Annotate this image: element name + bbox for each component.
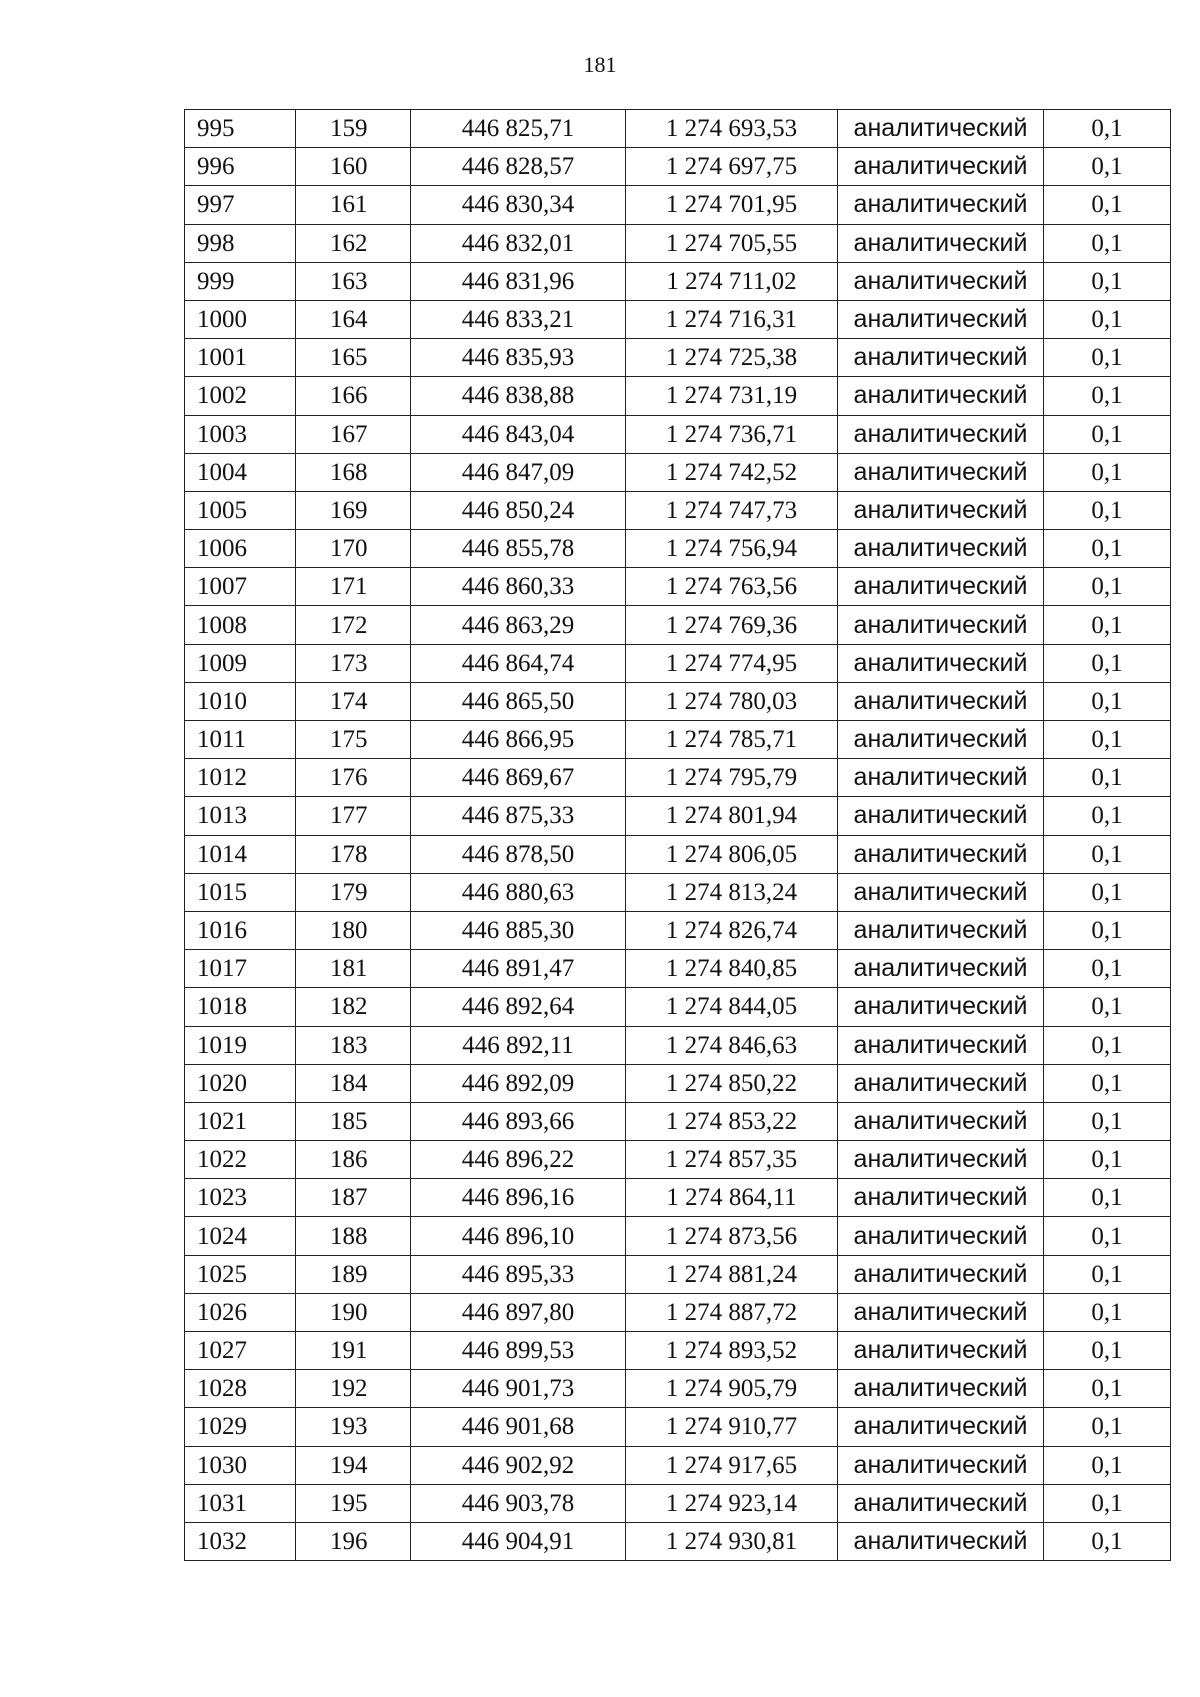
y-coordinate-cell: 1 274 774,95 xyxy=(626,644,838,682)
row-index-cell: 1027 xyxy=(185,1332,296,1370)
point-number-cell: 187 xyxy=(296,1179,411,1217)
point-number-cell: 168 xyxy=(296,453,411,491)
y-coordinate-cell: 1 274 905,79 xyxy=(626,1370,838,1408)
page-number: 181 xyxy=(583,52,617,77)
row-index-cell: 1024 xyxy=(185,1217,296,1255)
accuracy-cell: 0,1 xyxy=(1044,110,1171,148)
row-index-cell: 1018 xyxy=(185,988,296,1026)
accuracy-cell: 0,1 xyxy=(1044,148,1171,186)
method-cell: аналитический xyxy=(838,415,1044,453)
point-number-cell: 161 xyxy=(296,186,411,224)
table-row xyxy=(185,300,1171,338)
row-index-cell: 1022 xyxy=(185,1141,296,1179)
point-number-cell: 188 xyxy=(296,1217,411,1255)
x-coordinate-cell: 446 891,47 xyxy=(411,950,626,988)
table-row xyxy=(185,1293,1171,1331)
point-number-cell: 186 xyxy=(296,1141,411,1179)
table-row xyxy=(185,721,1171,759)
point-number-cell: 184 xyxy=(296,1064,411,1102)
y-coordinate-cell: 1 274 846,63 xyxy=(626,1026,838,1064)
method-cell: аналитический xyxy=(838,1408,1044,1446)
x-coordinate-cell: 446 828,57 xyxy=(411,148,626,186)
accuracy-cell: 0,1 xyxy=(1044,835,1171,873)
table-row xyxy=(185,1064,1171,1102)
x-coordinate-cell: 446 899,53 xyxy=(411,1332,626,1370)
y-coordinate-cell: 1 274 806,05 xyxy=(626,835,838,873)
table-row xyxy=(185,1102,1171,1140)
x-coordinate-cell: 446 893,66 xyxy=(411,1102,626,1140)
table-row xyxy=(185,530,1171,568)
table-row xyxy=(185,1179,1171,1217)
table-row xyxy=(185,1446,1171,1484)
table-row xyxy=(185,110,1171,148)
row-index-cell: 1025 xyxy=(185,1255,296,1293)
method-cell: аналитический xyxy=(838,1332,1044,1370)
method-cell: аналитический xyxy=(838,1064,1044,1102)
point-number-cell: 177 xyxy=(296,797,411,835)
point-number-cell: 160 xyxy=(296,148,411,186)
method-cell: аналитический xyxy=(838,1255,1044,1293)
row-index-cell: 1030 xyxy=(185,1446,296,1484)
y-coordinate-cell: 1 274 693,53 xyxy=(626,110,838,148)
table-row xyxy=(185,988,1171,1026)
accuracy-cell: 0,1 xyxy=(1044,1408,1171,1446)
x-coordinate-cell: 446 832,01 xyxy=(411,224,626,262)
x-coordinate-cell: 446 830,34 xyxy=(411,186,626,224)
table-row xyxy=(185,606,1171,644)
table-row xyxy=(185,873,1171,911)
y-coordinate-cell: 1 274 840,85 xyxy=(626,950,838,988)
y-coordinate-cell: 1 274 701,95 xyxy=(626,186,838,224)
y-coordinate-cell: 1 274 930,81 xyxy=(626,1522,838,1560)
y-coordinate-cell: 1 274 736,71 xyxy=(626,415,838,453)
y-coordinate-cell: 1 274 697,75 xyxy=(626,148,838,186)
point-number-cell: 162 xyxy=(296,224,411,262)
method-cell: аналитический xyxy=(838,1293,1044,1331)
method-cell: аналитический xyxy=(838,491,1044,529)
x-coordinate-cell: 446 838,88 xyxy=(411,377,626,415)
point-number-cell: 183 xyxy=(296,1026,411,1064)
y-coordinate-cell: 1 274 853,22 xyxy=(626,1102,838,1140)
method-cell: аналитический xyxy=(838,186,1044,224)
row-index-cell: 996 xyxy=(185,148,296,186)
y-coordinate-cell: 1 274 893,52 xyxy=(626,1332,838,1370)
table-row xyxy=(185,262,1171,300)
method-cell: аналитический xyxy=(838,911,1044,949)
x-coordinate-cell: 446 855,78 xyxy=(411,530,626,568)
accuracy-cell: 0,1 xyxy=(1044,1179,1171,1217)
table-row xyxy=(185,186,1171,224)
x-coordinate-cell: 446 896,16 xyxy=(411,1179,626,1217)
row-index-cell: 1013 xyxy=(185,797,296,835)
method-cell: аналитический xyxy=(838,759,1044,797)
point-number-cell: 194 xyxy=(296,1446,411,1484)
x-coordinate-cell: 446 866,95 xyxy=(411,721,626,759)
row-index-cell: 1007 xyxy=(185,568,296,606)
x-coordinate-cell: 446 878,50 xyxy=(411,835,626,873)
accuracy-cell: 0,1 xyxy=(1044,682,1171,720)
y-coordinate-cell: 1 274 813,24 xyxy=(626,873,838,911)
x-coordinate-cell: 446 843,04 xyxy=(411,415,626,453)
x-coordinate-cell: 446 892,09 xyxy=(411,1064,626,1102)
method-cell: аналитический xyxy=(838,644,1044,682)
x-coordinate-cell: 446 896,22 xyxy=(411,1141,626,1179)
point-number-cell: 166 xyxy=(296,377,411,415)
row-index-cell: 1005 xyxy=(185,491,296,529)
row-index-cell: 1020 xyxy=(185,1064,296,1102)
point-number-cell: 185 xyxy=(296,1102,411,1140)
x-coordinate-cell: 446 850,24 xyxy=(411,491,626,529)
row-index-cell: 1014 xyxy=(185,835,296,873)
row-index-cell: 1006 xyxy=(185,530,296,568)
point-number-cell: 165 xyxy=(296,339,411,377)
method-cell: аналитический xyxy=(838,835,1044,873)
accuracy-cell: 0,1 xyxy=(1044,950,1171,988)
table-row xyxy=(185,644,1171,682)
y-coordinate-cell: 1 274 769,36 xyxy=(626,606,838,644)
x-coordinate-cell: 446 831,96 xyxy=(411,262,626,300)
y-coordinate-cell: 1 274 873,56 xyxy=(626,1217,838,1255)
row-index-cell: 999 xyxy=(185,262,296,300)
x-coordinate-cell: 446 864,74 xyxy=(411,644,626,682)
y-coordinate-cell: 1 274 780,03 xyxy=(626,682,838,720)
y-coordinate-cell: 1 274 711,02 xyxy=(626,262,838,300)
x-coordinate-cell: 446 896,10 xyxy=(411,1217,626,1255)
method-cell: аналитический xyxy=(838,148,1044,186)
y-coordinate-cell: 1 274 742,52 xyxy=(626,453,838,491)
point-number-cell: 178 xyxy=(296,835,411,873)
accuracy-cell: 0,1 xyxy=(1044,873,1171,911)
row-index-cell: 1023 xyxy=(185,1179,296,1217)
table-row xyxy=(185,224,1171,262)
coordinates-table-body xyxy=(185,110,1171,1561)
accuracy-cell: 0,1 xyxy=(1044,186,1171,224)
row-index-cell: 1008 xyxy=(185,606,296,644)
method-cell: аналитический xyxy=(838,1522,1044,1560)
row-index-cell: 1010 xyxy=(185,682,296,720)
accuracy-cell: 0,1 xyxy=(1044,1141,1171,1179)
x-coordinate-cell: 446 901,73 xyxy=(411,1370,626,1408)
row-index-cell: 1016 xyxy=(185,911,296,949)
table-row xyxy=(185,1484,1171,1522)
accuracy-cell: 0,1 xyxy=(1044,1026,1171,1064)
row-index-cell: 1004 xyxy=(185,453,296,491)
y-coordinate-cell: 1 274 864,11 xyxy=(626,1179,838,1217)
point-number-cell: 196 xyxy=(296,1522,411,1560)
y-coordinate-cell: 1 274 910,77 xyxy=(626,1408,838,1446)
x-coordinate-cell: 446 892,64 xyxy=(411,988,626,1026)
table-row xyxy=(185,1217,1171,1255)
y-coordinate-cell: 1 274 747,73 xyxy=(626,491,838,529)
x-coordinate-cell: 446 904,91 xyxy=(411,1522,626,1560)
point-number-cell: 192 xyxy=(296,1370,411,1408)
y-coordinate-cell: 1 274 731,19 xyxy=(626,377,838,415)
table-row xyxy=(185,911,1171,949)
accuracy-cell: 0,1 xyxy=(1044,262,1171,300)
table-row xyxy=(185,415,1171,453)
row-index-cell: 1015 xyxy=(185,873,296,911)
y-coordinate-cell: 1 274 850,22 xyxy=(626,1064,838,1102)
accuracy-cell: 0,1 xyxy=(1044,797,1171,835)
row-index-cell: 1029 xyxy=(185,1408,296,1446)
table-row xyxy=(185,1408,1171,1446)
point-number-cell: 191 xyxy=(296,1332,411,1370)
y-coordinate-cell: 1 274 801,94 xyxy=(626,797,838,835)
method-cell: аналитический xyxy=(838,339,1044,377)
point-number-cell: 172 xyxy=(296,606,411,644)
row-index-cell: 1021 xyxy=(185,1102,296,1140)
accuracy-cell: 0,1 xyxy=(1044,988,1171,1026)
y-coordinate-cell: 1 274 857,35 xyxy=(626,1141,838,1179)
accuracy-cell: 0,1 xyxy=(1044,1332,1171,1370)
accuracy-cell: 0,1 xyxy=(1044,224,1171,262)
method-cell: аналитический xyxy=(838,224,1044,262)
accuracy-cell: 0,1 xyxy=(1044,530,1171,568)
x-coordinate-cell: 446 895,33 xyxy=(411,1255,626,1293)
method-cell: аналитический xyxy=(838,1370,1044,1408)
method-cell: аналитический xyxy=(838,797,1044,835)
row-index-cell: 998 xyxy=(185,224,296,262)
accuracy-cell: 0,1 xyxy=(1044,453,1171,491)
row-index-cell: 1001 xyxy=(185,339,296,377)
method-cell: аналитический xyxy=(838,110,1044,148)
method-cell: аналитический xyxy=(838,1217,1044,1255)
coordinates-table xyxy=(184,109,1171,1561)
point-number-cell: 193 xyxy=(296,1408,411,1446)
x-coordinate-cell: 446 835,93 xyxy=(411,339,626,377)
method-cell: аналитический xyxy=(838,568,1044,606)
method-cell: аналитический xyxy=(838,262,1044,300)
y-coordinate-cell: 1 274 725,38 xyxy=(626,339,838,377)
table-row xyxy=(185,682,1171,720)
x-coordinate-cell: 446 885,30 xyxy=(411,911,626,949)
accuracy-cell: 0,1 xyxy=(1044,644,1171,682)
row-index-cell: 1012 xyxy=(185,759,296,797)
row-index-cell: 1028 xyxy=(185,1370,296,1408)
method-cell: аналитический xyxy=(838,1102,1044,1140)
accuracy-cell: 0,1 xyxy=(1044,339,1171,377)
row-index-cell: 1017 xyxy=(185,950,296,988)
method-cell: аналитический xyxy=(838,721,1044,759)
accuracy-cell: 0,1 xyxy=(1044,1370,1171,1408)
x-coordinate-cell: 446 880,63 xyxy=(411,873,626,911)
point-number-cell: 167 xyxy=(296,415,411,453)
accuracy-cell: 0,1 xyxy=(1044,415,1171,453)
accuracy-cell: 0,1 xyxy=(1044,491,1171,529)
method-cell: аналитический xyxy=(838,682,1044,720)
row-index-cell: 1032 xyxy=(185,1522,296,1560)
point-number-cell: 173 xyxy=(296,644,411,682)
method-cell: аналитический xyxy=(838,1484,1044,1522)
method-cell: аналитический xyxy=(838,1179,1044,1217)
row-index-cell: 1011 xyxy=(185,721,296,759)
point-number-cell: 174 xyxy=(296,682,411,720)
y-coordinate-cell: 1 274 795,79 xyxy=(626,759,838,797)
accuracy-cell: 0,1 xyxy=(1044,1522,1171,1560)
row-index-cell: 1031 xyxy=(185,1484,296,1522)
x-coordinate-cell: 446 860,33 xyxy=(411,568,626,606)
method-cell: аналитический xyxy=(838,300,1044,338)
point-number-cell: 195 xyxy=(296,1484,411,1522)
y-coordinate-cell: 1 274 785,71 xyxy=(626,721,838,759)
table-row xyxy=(185,568,1171,606)
method-cell: аналитический xyxy=(838,377,1044,415)
accuracy-cell: 0,1 xyxy=(1044,377,1171,415)
accuracy-cell: 0,1 xyxy=(1044,721,1171,759)
accuracy-cell: 0,1 xyxy=(1044,1446,1171,1484)
method-cell: аналитический xyxy=(838,453,1044,491)
y-coordinate-cell: 1 274 917,65 xyxy=(626,1446,838,1484)
table-row xyxy=(185,797,1171,835)
y-coordinate-cell: 1 274 826,74 xyxy=(626,911,838,949)
y-coordinate-cell: 1 274 763,56 xyxy=(626,568,838,606)
y-coordinate-cell: 1 274 716,31 xyxy=(626,300,838,338)
point-number-cell: 182 xyxy=(296,988,411,1026)
point-number-cell: 164 xyxy=(296,300,411,338)
y-coordinate-cell: 1 274 756,94 xyxy=(626,530,838,568)
accuracy-cell: 0,1 xyxy=(1044,1217,1171,1255)
table-row xyxy=(185,1141,1171,1179)
x-coordinate-cell: 446 901,68 xyxy=(411,1408,626,1446)
x-coordinate-cell: 446 903,78 xyxy=(411,1484,626,1522)
x-coordinate-cell: 446 863,29 xyxy=(411,606,626,644)
method-cell: аналитический xyxy=(838,1446,1044,1484)
accuracy-cell: 0,1 xyxy=(1044,1064,1171,1102)
table-row xyxy=(185,339,1171,377)
table-row xyxy=(185,1026,1171,1064)
x-coordinate-cell: 446 897,80 xyxy=(411,1293,626,1331)
x-coordinate-cell: 446 865,50 xyxy=(411,682,626,720)
accuracy-cell: 0,1 xyxy=(1044,911,1171,949)
method-cell: аналитический xyxy=(838,873,1044,911)
x-coordinate-cell: 446 892,11 xyxy=(411,1026,626,1064)
x-coordinate-cell: 446 825,71 xyxy=(411,110,626,148)
y-coordinate-cell: 1 274 881,24 xyxy=(626,1255,838,1293)
x-coordinate-cell: 446 869,67 xyxy=(411,759,626,797)
x-coordinate-cell: 446 875,33 xyxy=(411,797,626,835)
point-number-cell: 189 xyxy=(296,1255,411,1293)
x-coordinate-cell: 446 902,92 xyxy=(411,1446,626,1484)
y-coordinate-cell: 1 274 705,55 xyxy=(626,224,838,262)
point-number-cell: 179 xyxy=(296,873,411,911)
accuracy-cell: 0,1 xyxy=(1044,1484,1171,1522)
point-number-cell: 163 xyxy=(296,262,411,300)
y-coordinate-cell: 1 274 844,05 xyxy=(626,988,838,1026)
y-coordinate-cell: 1 274 887,72 xyxy=(626,1293,838,1331)
method-cell: аналитический xyxy=(838,1026,1044,1064)
accuracy-cell: 0,1 xyxy=(1044,1255,1171,1293)
row-index-cell: 1002 xyxy=(185,377,296,415)
point-number-cell: 175 xyxy=(296,721,411,759)
method-cell: аналитический xyxy=(838,530,1044,568)
point-number-cell: 170 xyxy=(296,530,411,568)
row-index-cell: 997 xyxy=(185,186,296,224)
table-row xyxy=(185,1332,1171,1370)
table-row xyxy=(185,835,1171,873)
row-index-cell: 1019 xyxy=(185,1026,296,1064)
table-row xyxy=(185,950,1171,988)
point-number-cell: 176 xyxy=(296,759,411,797)
point-number-cell: 181 xyxy=(296,950,411,988)
table-row xyxy=(185,491,1171,529)
point-number-cell: 159 xyxy=(296,110,411,148)
table-row xyxy=(185,453,1171,491)
table-row xyxy=(185,1255,1171,1293)
accuracy-cell: 0,1 xyxy=(1044,606,1171,644)
x-coordinate-cell: 446 833,21 xyxy=(411,300,626,338)
accuracy-cell: 0,1 xyxy=(1044,759,1171,797)
accuracy-cell: 0,1 xyxy=(1044,300,1171,338)
row-index-cell: 1000 xyxy=(185,300,296,338)
row-index-cell: 1026 xyxy=(185,1293,296,1331)
x-coordinate-cell: 446 847,09 xyxy=(411,453,626,491)
table-row xyxy=(185,377,1171,415)
point-number-cell: 180 xyxy=(296,911,411,949)
table-row xyxy=(185,148,1171,186)
method-cell: аналитический xyxy=(838,606,1044,644)
accuracy-cell: 0,1 xyxy=(1044,568,1171,606)
table-row xyxy=(185,759,1171,797)
row-index-cell: 1009 xyxy=(185,644,296,682)
row-index-cell: 1003 xyxy=(185,415,296,453)
point-number-cell: 169 xyxy=(296,491,411,529)
row-index-cell: 995 xyxy=(185,110,296,148)
method-cell: аналитический xyxy=(838,950,1044,988)
accuracy-cell: 0,1 xyxy=(1044,1102,1171,1140)
table-row xyxy=(185,1522,1171,1560)
table-row xyxy=(185,1370,1171,1408)
point-number-cell: 190 xyxy=(296,1293,411,1331)
point-number-cell: 171 xyxy=(296,568,411,606)
method-cell: аналитический xyxy=(838,1141,1044,1179)
method-cell: аналитический xyxy=(838,988,1044,1026)
accuracy-cell: 0,1 xyxy=(1044,1293,1171,1331)
y-coordinate-cell: 1 274 923,14 xyxy=(626,1484,838,1522)
